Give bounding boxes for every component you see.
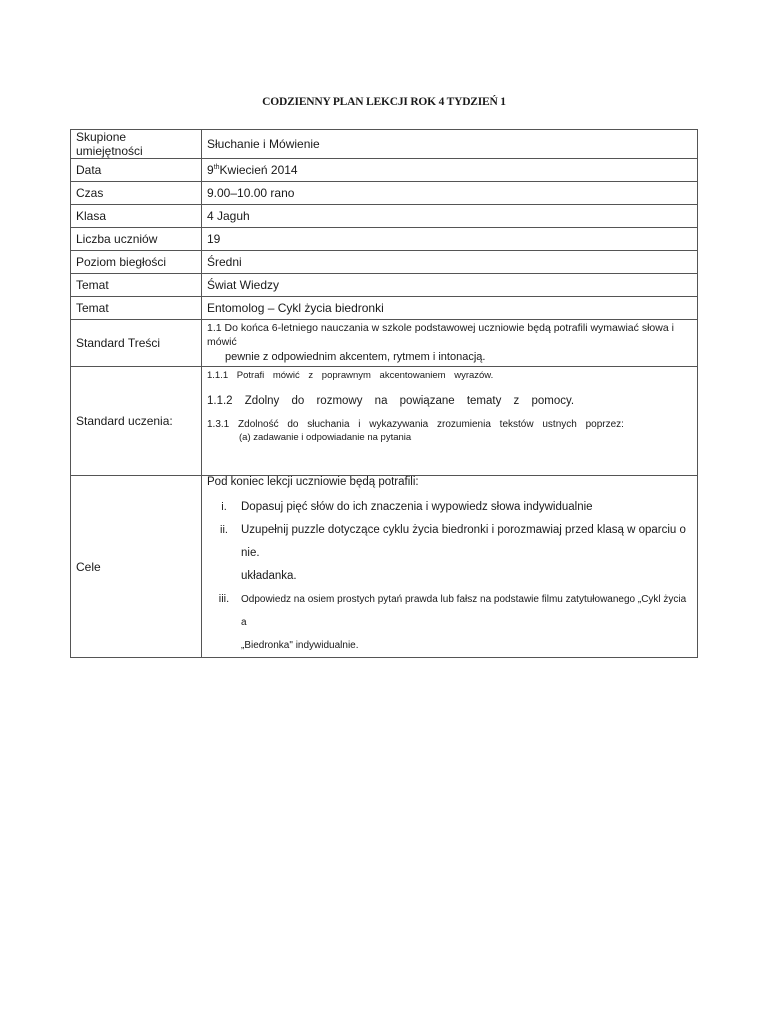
objective-item xyxy=(207,496,692,519)
row-class xyxy=(71,205,698,228)
objectives-intro: Pod koniec lekcji uczniowie będą potrafili: xyxy=(207,476,419,488)
theme-label: Temat xyxy=(71,274,202,297)
row-level xyxy=(71,251,698,274)
date-day: 9 xyxy=(207,163,214,177)
row-students xyxy=(71,228,698,251)
date-label: Data xyxy=(71,159,202,182)
skills-label: Skupione umiejętności xyxy=(71,130,202,159)
objective-item xyxy=(207,588,692,634)
row-theme xyxy=(71,274,698,297)
objective-continuation: układanka. xyxy=(241,570,297,582)
learning-standard-1-3-1: 1.3.1 Zdolność do słuchania i wykazywania zrozumienia tekstów ustnych poprzez: xyxy=(207,419,624,430)
objective-number: i. xyxy=(221,501,227,513)
learning-standard-label: Standard uczenia: xyxy=(71,367,202,476)
objective-text: Dopasuj pięć słów do ich znaczenia i wypowiedz słowa indywidualnie xyxy=(241,501,593,513)
objective-continuation: „Biedronka" indywidualnie. xyxy=(241,640,359,651)
objectives-value xyxy=(202,476,698,658)
class-label: Klasa xyxy=(71,205,202,228)
students-label: Liczba uczniów xyxy=(71,228,202,251)
time-label: Czas xyxy=(71,182,202,205)
row-objectives xyxy=(71,476,698,658)
row-content-standard xyxy=(71,320,698,367)
content-standard-value xyxy=(202,320,698,367)
content-standard-label: Standard Treści xyxy=(71,320,202,367)
learning-standard-1-3-1-a: (a) zadawanie i odpowiadanie na pytania xyxy=(239,432,412,443)
row-skills xyxy=(71,130,698,159)
date-value-cell xyxy=(202,159,698,182)
students-value: 19 xyxy=(202,228,698,251)
objective-number: iii. xyxy=(218,593,230,605)
topic-label: Temat xyxy=(71,297,202,320)
objective-item xyxy=(207,519,692,565)
learning-standard-1-1-2: 1.1.2 Zdolny do rozmowy na powiązane tematy z pomocy. xyxy=(207,395,575,407)
theme-value: Świat Wiedzy xyxy=(202,274,698,297)
row-topic xyxy=(71,297,698,320)
learning-standard-1-1-1: 1.1.1 Potrafi mówić z poprawnym akcentowaniem wyrazów. xyxy=(207,370,494,381)
row-date xyxy=(71,159,698,182)
topic-value: Entomolog – Cykl życia biedronki xyxy=(202,297,698,320)
objective-text: Uzupełnij puzzle dotyczące cyklu życia biedronki i porozmawiaj przed klasą w oparciu o nie. xyxy=(241,524,686,559)
objective-text: Odpowiedz na osiem prostych pytań prawda lub fałsz na podstawie filmu zatytułowanego „Cykl życia a xyxy=(241,594,687,628)
content-standard-line2: pewnie z odpowiednim akcentem, rytmem i intonacją. xyxy=(225,351,486,363)
level-label: Poziom biegłości xyxy=(71,251,202,274)
learning-standard-value xyxy=(202,367,698,476)
date-month-year: Kwiecień 2014 xyxy=(219,163,298,177)
time-value: 9.00–10.00 rano xyxy=(202,182,698,205)
objective-number: ii. xyxy=(220,524,228,536)
class-value: 4 Jaguh xyxy=(202,205,698,228)
row-learning-standard xyxy=(71,367,698,476)
lesson-plan-table xyxy=(70,129,698,658)
skills-value: Słuchanie i Mówienie xyxy=(202,130,698,159)
objectives-label: Cele xyxy=(71,476,202,658)
content-standard-line1: 1.1 Do końca 6-letniego nauczania w szkole podstawowej uczniowie będą potrafili wymawiać słowa i mówić xyxy=(207,322,674,348)
row-time xyxy=(71,182,698,205)
document-title: CODZIENNY PLAN LEKCJI ROK 4 TYDZIEŃ 1 xyxy=(262,96,506,108)
level-value: Średni xyxy=(202,251,698,274)
date-day-suffix: th xyxy=(213,164,220,171)
